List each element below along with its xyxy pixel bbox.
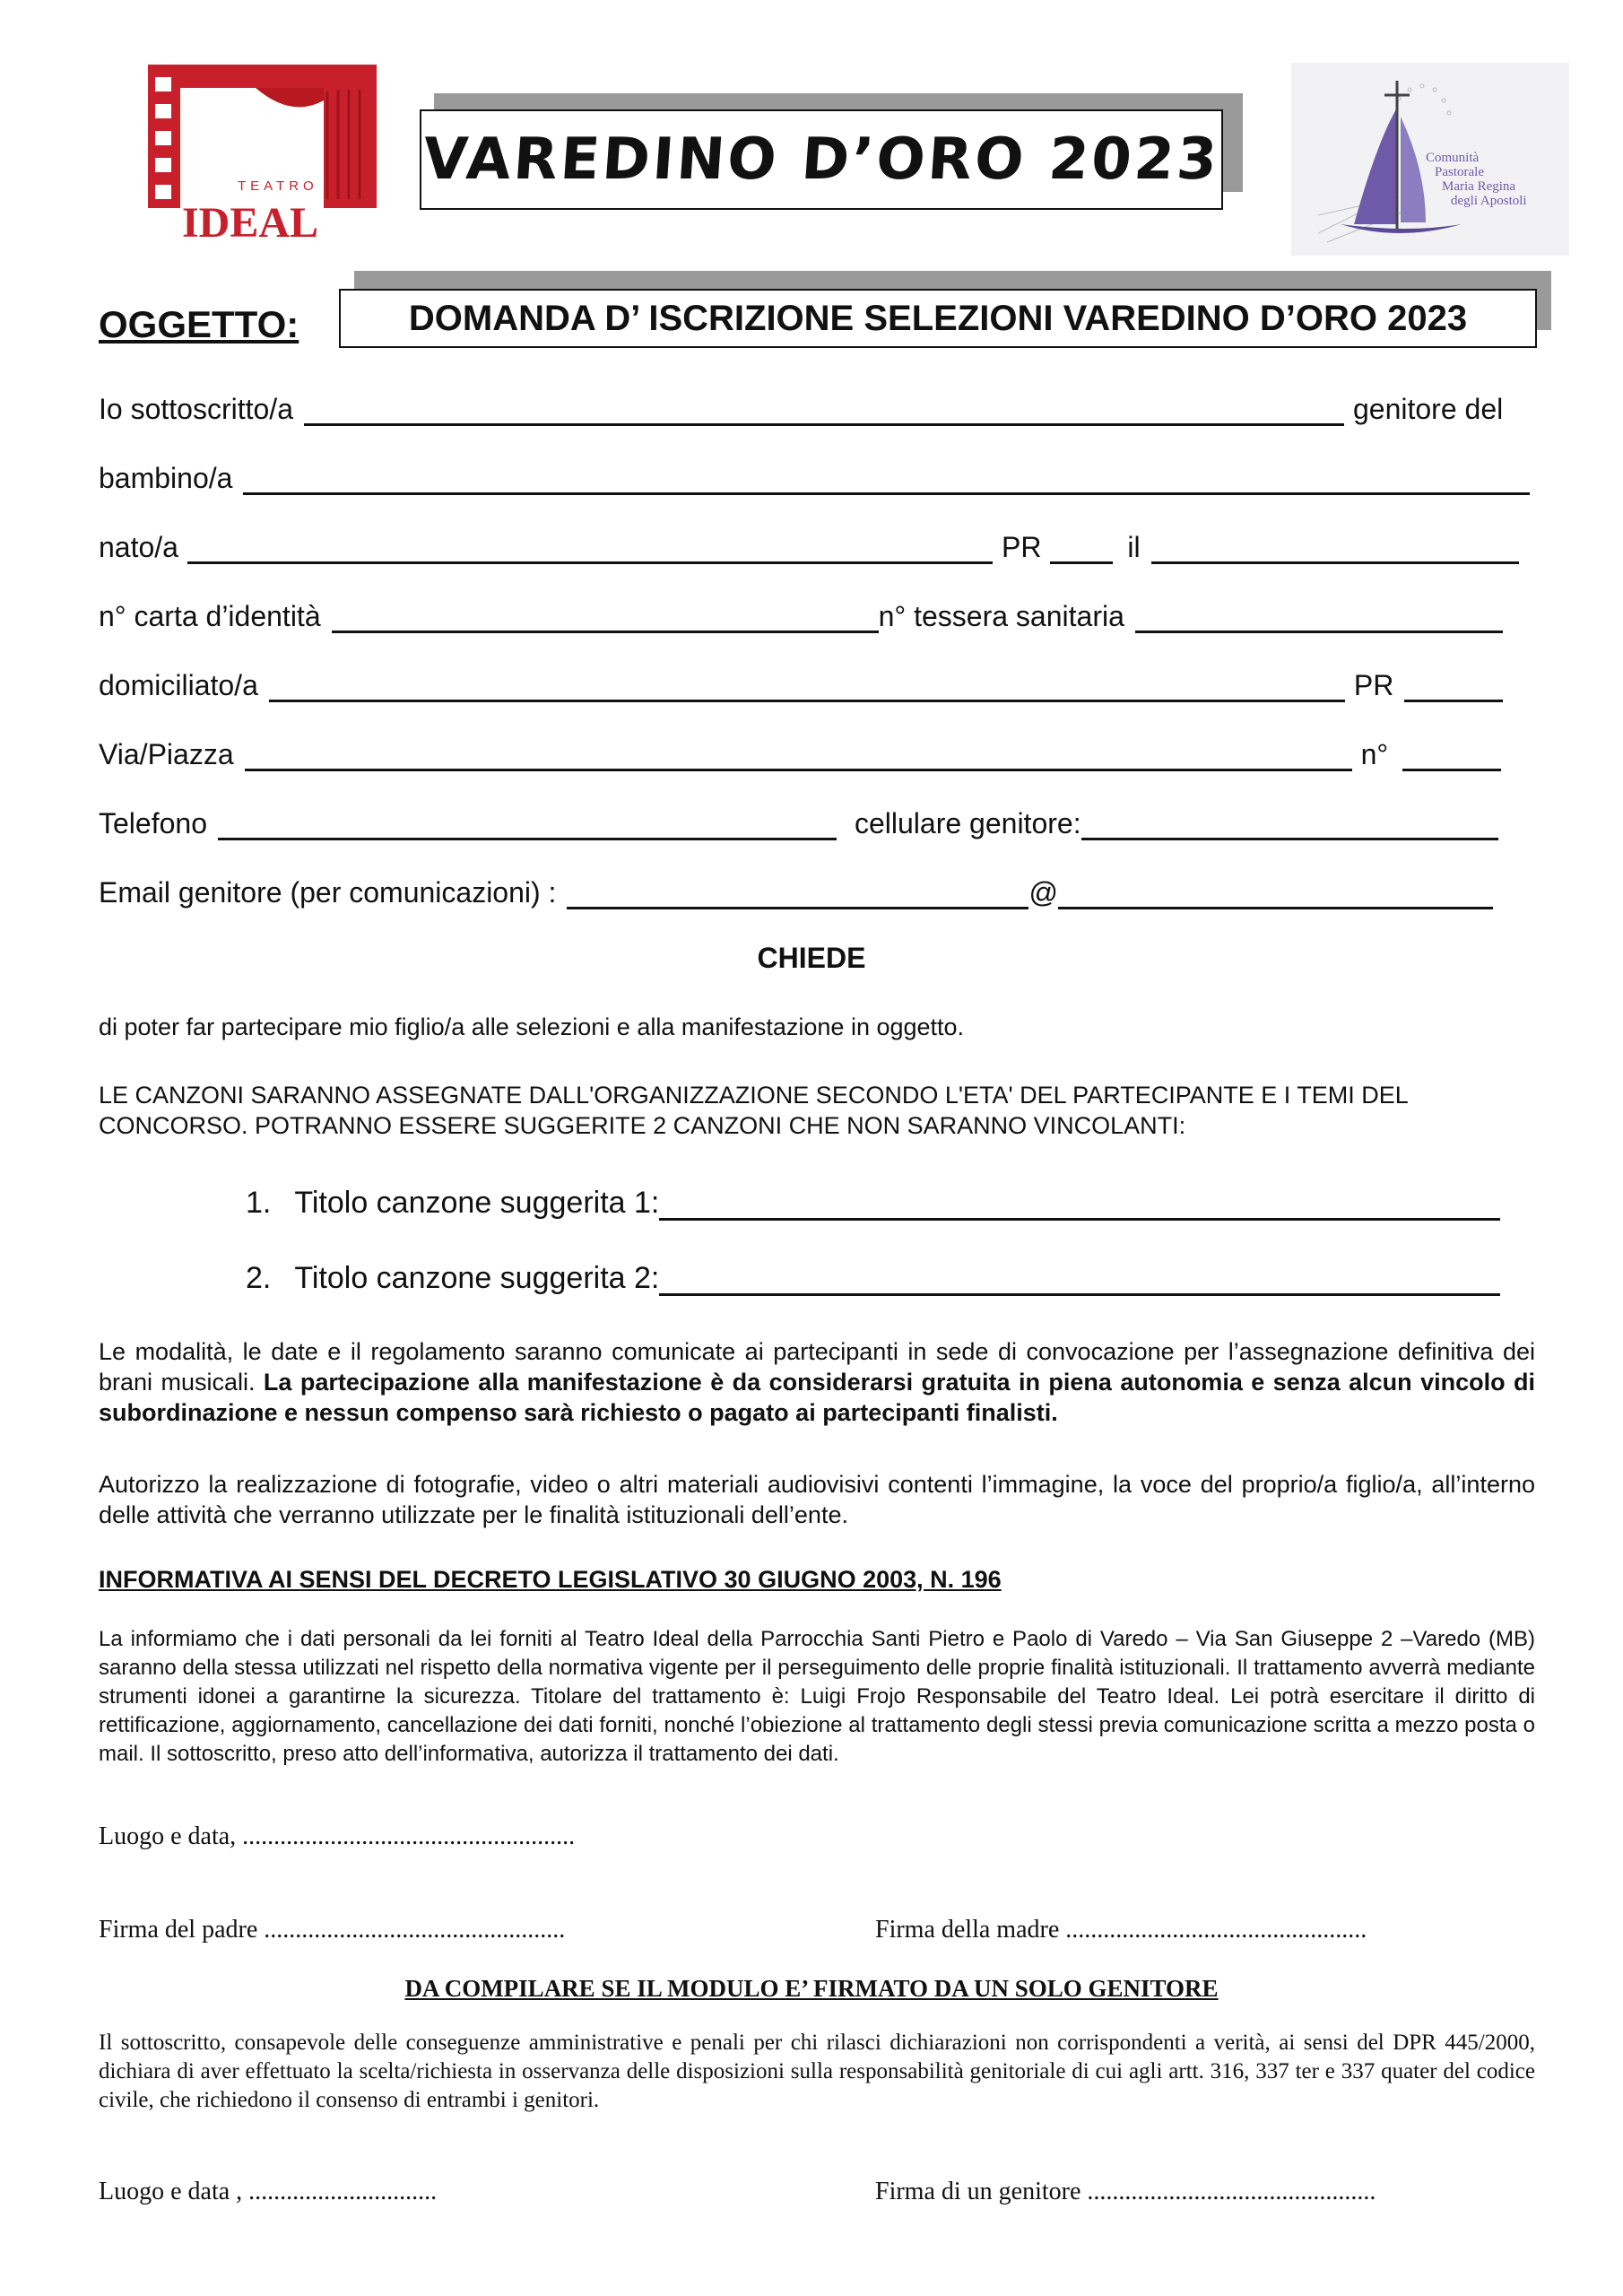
form-row-nato — [99, 519, 1533, 564]
logo-right-line-3: Maria Regina — [1442, 179, 1516, 194]
label-sottoscritto: Io sottoscritto/a — [99, 393, 293, 425]
informativa-title: INFORMATIVA AI SENSI DEL DECRETO LEGISLATIVO 30 GIUGNO 2003, N. 196 — [99, 1566, 1002, 1593]
song-row-1 — [246, 1186, 1537, 1221]
label-pr-2: PR — [1353, 669, 1394, 701]
chiede-heading: CHIEDE — [757, 942, 866, 974]
song-number-2: 2. — [246, 1261, 272, 1295]
pr-field[interactable] — [1050, 536, 1113, 564]
page-title: VAREDINO D’ORO 2023 — [421, 126, 1222, 193]
song-label-2: Titolo canzone suggerita 2: — [294, 1261, 660, 1295]
label-email: Email genitore (per comunicazioni) : — [99, 876, 557, 909]
informativa-text: La informiamo che i dati personali da lei forniti al Teatro Ideal della Parrocchia Santi Pietro e Paolo di Varedo – Via San Giuseppe 2 –Varedo (MB) saranno della stessa utilizzati nel rispetto della normativa vigente per il perseguimento delle proprie finalità istituzionali. Il trattamento avverrà mediante strumenti idonei a garantirne la sicurezza. Titolare del trattamento è: Luigi Frojo Responsabile del Teatro Ideal. Lei potrà esercitare il diritto di rettificazione, aggiornamento, cancellazione dei dati forniti, nonché l’obiezione al trattamento degli stessi previa comunicazione scritta a mezzo posta o mail. Il sottoscritto, preso atto dell’informativa, autorizza il trattamento dei dati. — [99, 1627, 1535, 1766]
pr-domicilio-field[interactable] — [1404, 674, 1503, 702]
logo-right-line-1: Comunità — [1426, 151, 1480, 165]
firma-madre[interactable]: Firma della madre ................................................ — [875, 1916, 1367, 1944]
teatro-ideal-logo — [148, 65, 377, 239]
bambino-field[interactable] — [243, 467, 1530, 495]
form-row-domicilio — [99, 657, 1533, 702]
luogo-data-2[interactable]: Luogo e data , .............................. — [99, 2178, 438, 2205]
label-via: Via/Piazza — [99, 738, 234, 770]
label-domiciliato: domiciliato/a — [99, 669, 258, 701]
form-row-via — [99, 726, 1533, 771]
solo-genitore-text: Il sottoscritto, consapevole delle conseguenze amministrative e penali per chi rilasci dichiarazioni non corrispondenti a verità, ai sensi del DPR 445/2000, dichiara di aver effettuato la scelta/richiesta in osservanza delle disposizioni sulla responsabilità genitoriale di cui agli artt. 316, 337 ter e 337 quater del codice civile, che richiedono il consenso di entrambi i genitori. — [99, 2031, 1535, 2112]
form-row-telefono — [99, 796, 1533, 840]
label-bambino: bambino/a — [99, 462, 233, 494]
numero-field[interactable] — [1402, 744, 1501, 771]
para-autorizzo: Autorizzo la realizzazione di fotografie, video o altri materiali audiovisivi contenti l’immagine, la voce del proprio/a figlio/a, all’interno delle attività che verranno utilizzate per le finalità istituzionali dell’ente. — [99, 1471, 1535, 1528]
comunita-pastorale-logo — [1291, 63, 1569, 256]
form-row-documenti — [99, 588, 1533, 633]
subject-text: DOMANDA D’ ISCRIZIONE SELEZIONI VAREDINO D’ORO 2023 — [408, 298, 1468, 338]
para-modalita-bold: La partecipazione alla manifestazione è da considerarsi gratuita in piena autonomia e senza alcun vincolo di subordinazione e nessun compenso sarà richiesto o pagato ai partecipanti finalisti. — [99, 1369, 1535, 1426]
song-field-1[interactable] — [659, 1193, 1500, 1221]
form-row-email — [99, 865, 1533, 909]
form-row-sottoscritto — [99, 381, 1533, 426]
label-genitore-del: genitore del — [1352, 393, 1504, 425]
label-telefono: Telefono — [99, 807, 207, 839]
firma-padre[interactable]: Firma del padre ................................................ — [99, 1916, 566, 1944]
firma-genitore[interactable]: Firma di un genitore .............................................. — [875, 2178, 1376, 2205]
subject-label: OGGETTO: — [99, 303, 299, 345]
solo-genitore-title — [0, 1975, 1623, 2003]
song-field-2[interactable] — [659, 1268, 1500, 1296]
email-user-field[interactable] — [567, 882, 1028, 909]
form-row-bambino — [99, 450, 1533, 495]
label-cellulare: cellulare genitore: — [854, 807, 1081, 839]
via-field[interactable] — [245, 744, 1352, 771]
label-tessera: n° tessera sanitaria — [878, 600, 1124, 632]
logo-right-line-4: degli Apostoli — [1451, 194, 1527, 208]
title-box — [420, 109, 1223, 210]
sottoscritto-field[interactable] — [304, 398, 1344, 426]
label-at: @ — [1028, 876, 1058, 909]
tessera-field[interactable] — [1135, 605, 1503, 633]
song-number-1: 1. — [246, 1186, 272, 1220]
label-carta: n° carta d’identità — [99, 600, 321, 632]
label-numero: n° — [1360, 738, 1389, 770]
domiciliato-field[interactable] — [269, 674, 1345, 702]
email-domain-field[interactable] — [1058, 882, 1493, 909]
logo-right-line-2: Pastorale — [1435, 165, 1484, 179]
para-modalita-text: Le modalità, le date e il regolamento saranno comunicate ai partecipanti in sede di convocazione per l’assegnazione definitiva dei brani musicali. — [99, 1338, 1535, 1396]
il-field[interactable] — [1151, 536, 1519, 564]
label-il: il — [1127, 531, 1141, 563]
para-modalita — [99, 1336, 1535, 1428]
para-partecipare: di poter far partecipare mio figlio/a alle selezioni e alla manifestazione in oggetto. — [99, 1013, 965, 1040]
cellulare-field[interactable] — [1081, 813, 1498, 840]
nato-field[interactable] — [187, 536, 993, 564]
label-pr: PR — [1001, 531, 1042, 563]
label-nato: nato/a — [99, 531, 178, 563]
song-row-2 — [246, 1261, 1537, 1296]
solo-genitore-title-text: DA COMPILARE SE IL MODULO E’ FIRMATO DA UN SOLO GENITORE — [404, 1975, 1219, 2002]
telefono-field[interactable] — [218, 813, 837, 840]
para-canzoni: LE CANZONI SARANNO ASSEGNATE DALL'ORGANIZZAZIONE SECONDO L'ETA' DEL PARTECIPANTE E I TEMI DEL CONCORSO. POTRANNO ESSERE SUGGERITE 2 CANZONI CHE NON SARANNO VINCOLANTI: — [99, 1082, 1408, 1139]
logo-big-text: IDEAL — [182, 199, 319, 239]
song-label-1: Titolo canzone suggerita 1: — [294, 1186, 660, 1220]
logo-small-text: TEATRO — [238, 178, 318, 194]
subject-box — [339, 289, 1537, 348]
luogo-data-1[interactable]: Luogo e data, ..................................................... — [99, 1822, 576, 1850]
carta-field[interactable] — [332, 605, 879, 633]
